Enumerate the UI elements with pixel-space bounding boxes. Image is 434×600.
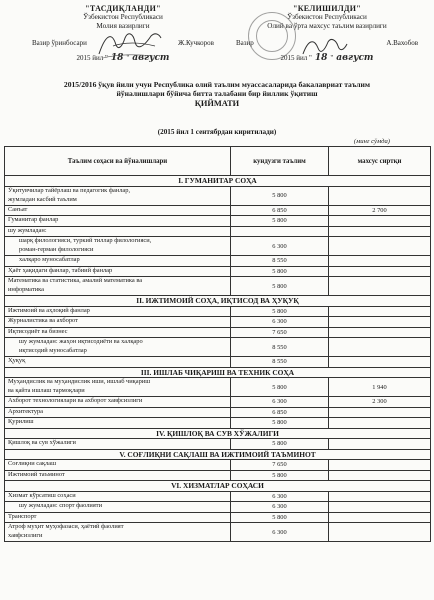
day-cost-cell: 8 550 [231,357,329,368]
row-name-cell [5,378,231,397]
row-name-cell [5,418,231,429]
extramural-cost-cell [329,357,431,368]
approval-right-year: 2015 йил " [280,54,312,62]
day-cost-cell: 6 850 [231,407,329,418]
table-row [5,407,431,418]
row-name-cell [5,512,231,523]
day-cost-cell: 6 300 [231,523,329,542]
row-name-text: Транспорт [8,512,37,520]
table-row [5,523,431,542]
row-name-cell [5,460,231,471]
section-header-row [5,449,431,460]
extramural-cost-cell [329,306,431,317]
row-name-text: Ҳуқуқ [8,357,26,365]
row-name-cell [5,470,231,481]
extramural-cost-cell [329,186,431,205]
day-cost-cell: 5 800 [231,439,329,450]
extramural-cost-cell [329,470,431,481]
extramural-cost-cell [329,266,431,277]
table-row [5,277,431,296]
extramural-cost-cell [329,439,431,450]
row-name-cell [5,216,231,227]
extramural-cost-cell [329,256,431,267]
row-name-text: халқаро муносабатлар [19,256,80,264]
extramural-cost-cell [329,523,431,542]
day-cost-cell [231,226,329,237]
extramural-cost-cell [329,327,431,338]
row-name-cell [5,306,231,317]
table-row [5,266,431,277]
extramural-cost-cell: 2 300 [329,397,431,408]
title-line-1: 2015/2016 ўқув йили учун Республика олий таълим муассасаларида бакалавриат таълим [63,80,371,89]
row-name-text: Архитектура [8,407,44,415]
day-cost-cell: 7 650 [231,460,329,471]
section-header-row [5,176,431,187]
row-name-cell [5,439,231,450]
official-seal-stamp-inner [256,20,288,52]
approval-left: "ТАСДИҚЛАНДИ" Ўзбекистон Республикаси Молия вазирлиги Вазир ўринбосари Ж.Кучкоров 2015 йил " 18 " август [28,4,218,63]
table-row [5,439,431,450]
row-name-text: роман-герман филологияси [19,246,94,253]
header-field: Таълим соҳаси ва йўналишлари [5,147,231,176]
extramural-cost-cell [329,216,431,227]
row-name-cell [5,277,231,296]
row-name-text: Журналистика ва ахборот [8,317,78,325]
day-cost-cell: 5 800 [231,512,329,523]
approval-left-org-2: Молия вазирлиги [96,22,150,30]
row-name-cell [5,317,231,328]
approval-left-month: август [132,53,170,63]
approval-left-position: Вазир ўринбосари [32,39,87,47]
row-name-text: шарқ филологияси, туркий тиллар филологияси, [19,237,152,245]
table-row [5,397,431,408]
section-title: III. ИШЛАБ ЧИҚАРИШ ВА ТЕХНИК СОҲА [5,367,431,378]
section-title: VI. ХИЗМАТЛАР СОҲАСИ [5,481,431,492]
row-name-cell [5,523,231,542]
table-row [5,491,431,502]
table-row [5,460,431,471]
row-name-cell [5,186,231,205]
row-name-cell [5,256,231,267]
table-row [5,512,431,523]
signature-left-mark [95,28,165,62]
row-name-text: Гуманитар фанлар [8,216,59,224]
signature-right-mark [300,34,350,60]
row-name-cell [5,491,231,502]
section-title: IV. ҚИШЛОҚ ВА СУВ ХЎЖАЛИГИ [5,428,431,439]
extramural-cost-cell [329,491,431,502]
row-name-text: жумладан касбий таълим [8,195,77,203]
row-name-text: Санъат [8,205,28,213]
approval-right-day: 18 [314,53,328,63]
day-cost-cell: 5 800 [231,470,329,481]
table-row [5,470,431,481]
extramural-cost-cell [329,338,431,357]
day-cost-cell: 5 800 [231,378,329,397]
row-name-text: Соғлиқни сақлаш [8,460,57,468]
row-name-text: хавфсизлиги [8,532,43,539]
approval-right-month: август [336,53,374,63]
row-name-text: шу жумладан: спорт фаолияти [19,502,102,510]
day-cost-cell: 5 800 [231,277,329,296]
section-header-row [5,481,431,492]
row-name-text: Ижтимоий ва аҳлоқий фанлар [8,306,90,314]
row-name-text: Ижтимоий таъминот [8,470,65,478]
row-name-cell [5,407,231,418]
table-row [5,418,431,429]
day-cost-cell: 8 550 [231,256,329,267]
extramural-cost-cell [329,418,431,429]
table-row [5,237,431,256]
day-cost-cell: 5 800 [231,306,329,317]
day-cost-cell: 6 300 [231,397,329,408]
row-name-cell [5,357,231,368]
table-row [5,357,431,368]
row-name-text: иқтисодий муносабатлар [19,347,87,354]
row-name-cell [5,338,231,357]
row-name-cell [5,266,231,277]
row-name-text: Хизмат кўрсатиш соҳаси [8,491,76,499]
table-header-row [5,147,431,176]
day-cost-cell: 7 650 [231,327,329,338]
header-extramural: махсус сиртқи [329,147,431,176]
approval-right-org-2: Олий ва ўрта махсус таълим вазирлиги [267,22,387,30]
extramural-cost-cell [329,460,431,471]
approval-right: "КЕЛИШИЛДИ" Ўзбекистон Республикаси Олий ва ўрта махсус таълим вазирлиги Вазир А.Вахобов 2015 йил " 18 " август [232,4,422,63]
day-cost-cell: 6 300 [231,491,329,502]
table-row [5,186,431,205]
row-name-text: информатика [8,286,45,293]
approval-right-name: А.Вахобов [386,39,418,47]
row-name-text: Қурилиш [8,418,34,426]
extramural-cost-cell [329,502,431,513]
table-row [5,226,431,237]
document-subtitle: (2015 йил 1 сентябрдан киритилади) [157,128,277,136]
row-name-cell [5,226,231,237]
section-title: I. ГУМАНИТАР СОҲА [5,176,431,187]
row-name-text: Иқтисодиёт ва бизнес [8,327,68,335]
row-name-cell [5,502,231,513]
day-cost-cell: 6 850 [231,205,329,216]
row-name-text: шу жумладан: жаҳон иқтисодиёти ва халқаро [19,338,143,346]
document-title [10,80,424,108]
row-name-text: Ўқитувчилар тайёрлаш ва педагогик фанлар, [8,186,131,194]
extramural-cost-cell: 1 940 [329,378,431,397]
section-title: V. СОҒЛИҚНИ САҚЛАШ ВА ИЖТИМОИЙ ТАЪМИНОТ [5,449,431,460]
extramural-cost-cell [329,277,431,296]
approval-left-org-1: Ўзбекистон Республикаси [83,13,163,21]
row-name-cell [5,205,231,216]
table-row [5,327,431,338]
approval-right-word: "КЕЛИШИЛДИ" [292,4,362,13]
day-cost-cell: 5 800 [231,418,329,429]
table-row [5,317,431,328]
day-cost-cell: 6 300 [231,502,329,513]
extramural-cost-cell [329,407,431,418]
section-header-row [5,296,431,307]
approval-right-position: Вазир [236,39,254,47]
table-row [5,378,431,397]
extramural-cost-cell [329,512,431,523]
section-header-row [5,428,431,439]
table-row [5,306,431,317]
row-name-cell [5,237,231,256]
unit-note: (минг сўмда) [353,138,390,145]
extramural-cost-cell: 2 700 [329,205,431,216]
day-cost-cell: 6 300 [231,317,329,328]
approval-block [0,4,434,78]
approval-left-year: 2015 йил " [76,54,108,62]
day-cost-cell: 5 800 [231,266,329,277]
table-row [5,502,431,513]
title-line-3: ҚИЙМАТИ [194,98,240,108]
row-name-text: Ҳаёт ҳақидаги фанлар, табиий фанлар [8,266,113,274]
day-cost-cell: 6 300 [231,237,329,256]
approval-left-name: Ж.Кучкоров [177,39,214,47]
day-cost-cell: 8 550 [231,338,329,357]
table-body [5,176,431,542]
title-line-2: йўналишлари бўйича битта талабани бир йиллик ўқитиш [116,89,318,99]
section-title: II. ИЖТИМОИЙ СОҲА, ИҚТИСОД ВА ҲУҚУҚ [5,296,431,307]
table-row [5,205,431,216]
extramural-cost-cell [329,226,431,237]
approval-left-day: 18 [110,53,124,63]
row-name-cell [5,327,231,338]
row-name-text: Математика ва статистика, амалий математика ва [8,277,143,285]
day-cost-cell: 5 800 [231,216,329,227]
cost-table [4,146,431,542]
row-name-text: Қишлоқ ва сув хўжалиги [8,439,76,447]
section-header-row [5,367,431,378]
extramural-cost-cell [329,317,431,328]
day-cost-cell: 5 800 [231,186,329,205]
row-name-cell [5,397,231,408]
approval-left-word: "ТАСДИҚЛАНДИ" [85,4,161,13]
row-name-text: Ахборот технологиялари ва ахборот хавфсизлиги [8,397,143,405]
row-name-text: ва қайта ишлаш тармоқлари [8,387,85,394]
extramural-cost-cell [329,237,431,256]
table-row [5,338,431,357]
row-name-text: Атроф муҳит муҳофазаси, ҳаётий фаолият [8,523,124,531]
table-row [5,256,431,267]
row-name-text: шу жумладан: [8,226,47,234]
row-name-text: Муҳандислик ва муҳандислик иши, ишлаб чиқариш [8,378,151,386]
table-row [5,216,431,227]
approval-right-org-1: Ўзбекистон Республикаси [287,13,367,21]
header-day: кундузги таълим [231,147,329,176]
